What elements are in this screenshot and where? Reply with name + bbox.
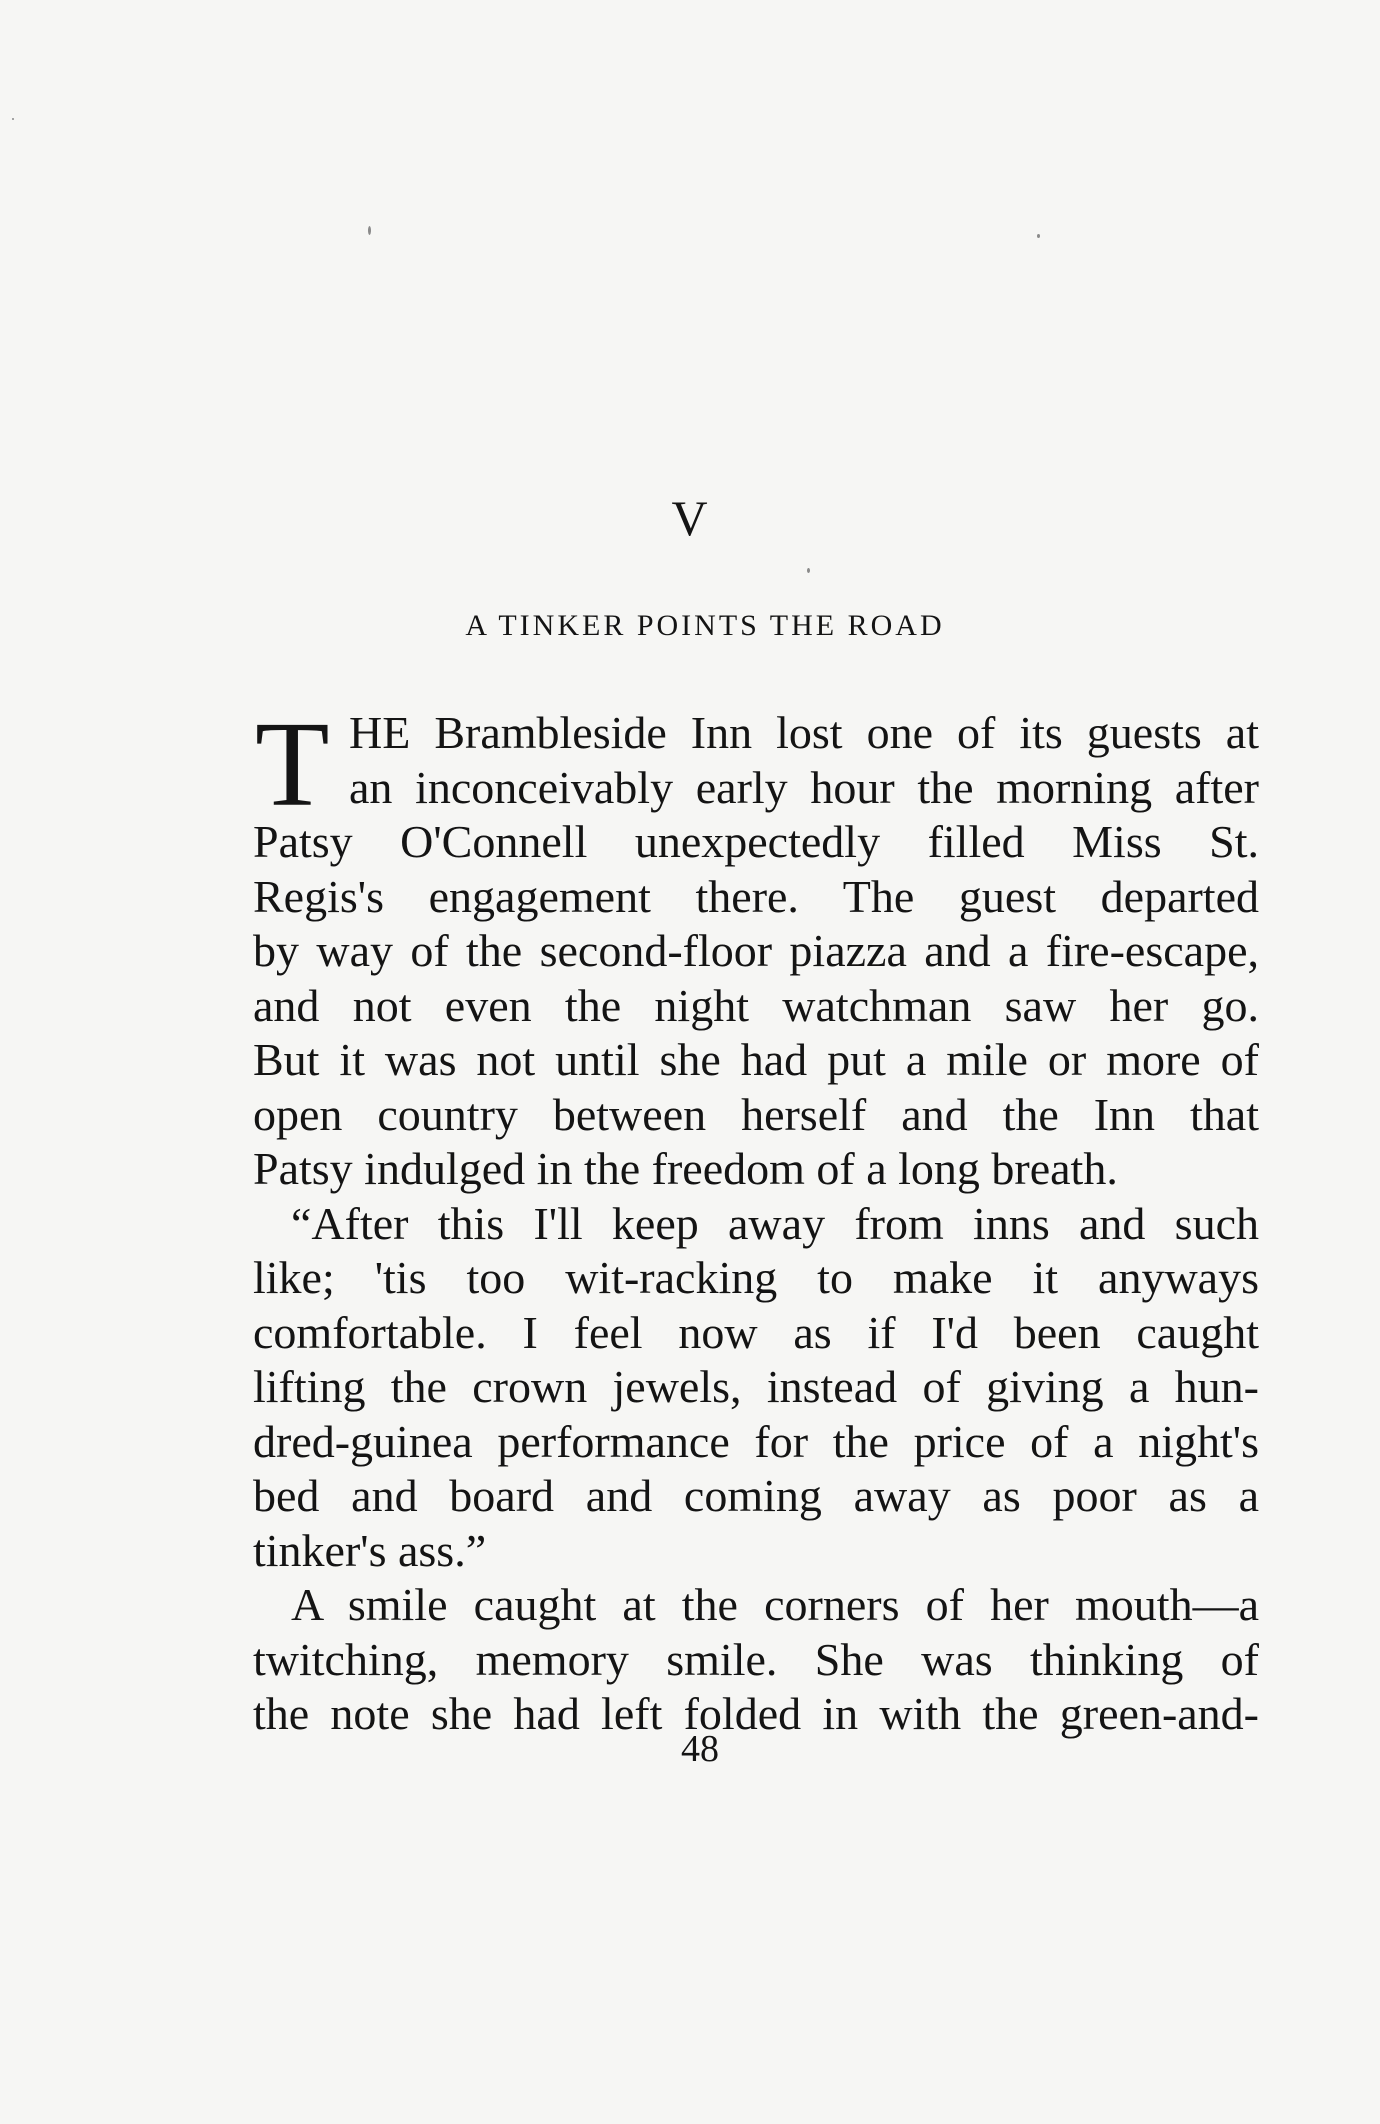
drop-cap: T — [255, 697, 330, 832]
text-line: bed and board and coming away as poor as a — [253, 1470, 1259, 1521]
text-line: by way of the second-floor piazza and a fire-escape, — [253, 925, 1259, 976]
text-line: lifting the crown jewels, instead of giving a hun- — [253, 1361, 1259, 1412]
scan-speck — [807, 568, 810, 573]
text-line: an inconceivably early hour the morning after — [349, 761, 1259, 813]
scan-speck — [368, 226, 371, 235]
text-line: “After this I'll keep away from inns and such — [291, 1197, 1259, 1249]
scan-speck — [12, 118, 14, 120]
text-line: A smile caught at the corners of her mouth—a — [291, 1579, 1259, 1630]
text-line: twitching, memory smile. She was thinking of — [253, 1633, 1259, 1685]
text-line: HE Brambleside Inn lost one of its guests at — [349, 707, 1259, 758]
text-line: Patsy indulged in the freedom of a long breath. — [253, 1143, 1118, 1194]
text-line: and not even the night watchman saw her go. — [253, 979, 1259, 1031]
text-line: like; 'tis too wit-racking to make it anyways — [253, 1252, 1259, 1303]
chapter-number: V — [671, 490, 709, 546]
page-number: 48 — [681, 1728, 719, 1770]
text-line: tinker's ass.” — [253, 1524, 487, 1576]
text-line: Regis's engagement there. The guest departed — [253, 870, 1259, 922]
body-text — [253, 697, 1259, 1742]
text-line: open country between herself and the Inn that — [253, 1088, 1259, 1140]
text-line: the note she had left folded in with the green-and- — [253, 1688, 1259, 1739]
text-line: But it was not until she had put a mile or more of — [253, 1034, 1259, 1085]
text-line: comfortable. I feel now as if I'd been caught — [253, 1306, 1259, 1358]
chapter-title: A TINKER POINTS THE ROAD — [465, 609, 945, 642]
scan-speck — [1037, 234, 1040, 238]
text-line: dred-guinea performance for the price of a night's — [253, 1415, 1259, 1467]
text-line: Patsy O'Connell unexpectedly filled Miss St. — [253, 816, 1259, 867]
